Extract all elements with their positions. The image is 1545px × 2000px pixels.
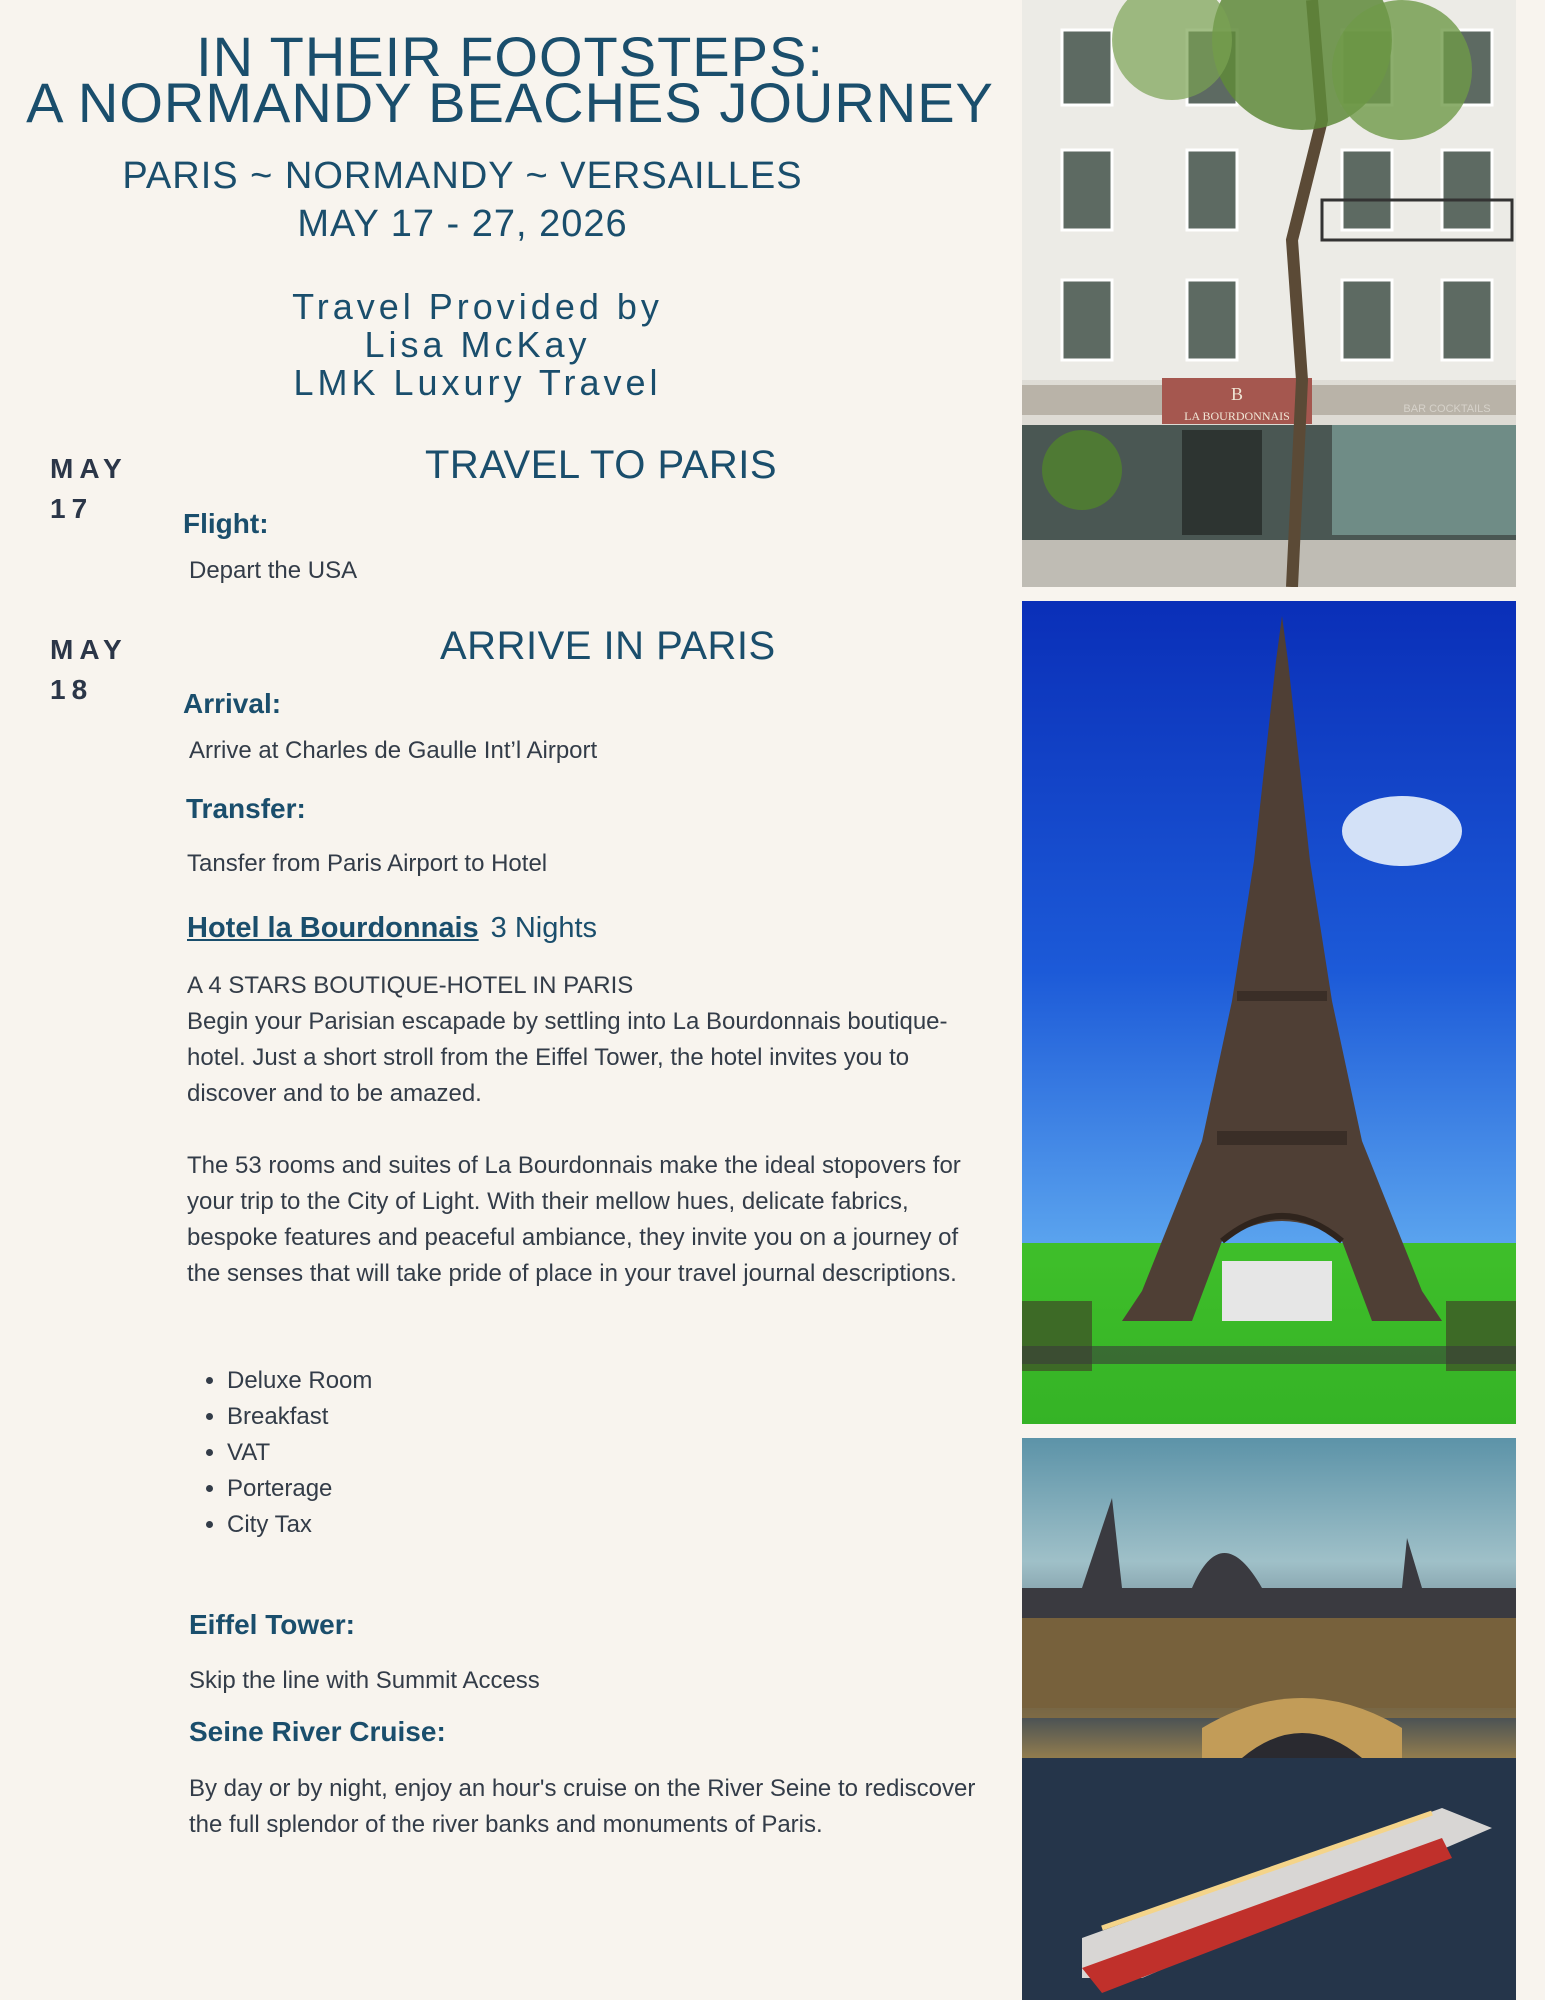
- amenity-item: • City Tax: [227, 1507, 372, 1543]
- day1-date: [50, 449, 128, 529]
- day2-date: [50, 630, 128, 710]
- title-line-1: IN THEIR FOOTSTEPS:: [196, 25, 824, 88]
- day2-day: 18: [50, 674, 94, 705]
- transfer-text: Tansfer from Paris Airport to Hotel: [187, 850, 548, 877]
- hotel-tagline: A 4 STARS BOUTIQUE-HOTEL IN PARIS: [187, 972, 634, 999]
- provider-line-2: Lisa McKay: [364, 324, 591, 365]
- amenity-item: • Deluxe Room: [227, 1363, 372, 1399]
- bar-sign-text: BAR COCKTAILS: [1403, 403, 1491, 415]
- hotel-desc-paragraph-2: The 53 rooms and suites of La Bourdonnais make the ideal stopovers for your trip to the City of Light. With their mellow hues, delicate fabrics, bespoke features and peaceful ambiance, they invite you on a journey of the senses that will take pride of place in your travel journal descriptions.: [187, 1152, 961, 1287]
- hotel-name-link[interactable]: Hotel la Bourdonnais: [187, 912, 479, 944]
- seine-cruise-photo: [1022, 1438, 1516, 2000]
- cruise-label: Seine River Cruise:: [189, 1716, 446, 1747]
- route-text: PARIS ~ NORMANDY ~ VERSAILLES: [122, 155, 803, 197]
- hotel-nights: 3 Nights: [490, 912, 598, 944]
- day1-heading: TRAVEL TO PARIS: [425, 443, 778, 487]
- provider-line-1: Travel Provided by: [292, 286, 663, 327]
- flight-text: Depart the USA: [189, 557, 358, 584]
- eiffel-tower-photo: [1022, 601, 1516, 1424]
- arrival-label: Arrival:: [183, 688, 282, 719]
- trip-dates: MAY 17 - 27, 2026: [297, 203, 628, 245]
- amenity-item: • Porterage: [227, 1471, 372, 1507]
- hotel-sign-text: LA BOURDONNAIS: [1184, 409, 1290, 423]
- day2-month: MAY: [50, 634, 128, 665]
- trip-subtitle: [0, 152, 925, 248]
- day1-day: 17: [50, 493, 94, 524]
- amenity-item: • VAT: [227, 1435, 372, 1471]
- amenity-item: • Breakfast: [227, 1399, 372, 1435]
- cruise-text: By day or by night, enjoy an hour's cruise on the River Seine to rediscover the full splendor of the river banks and monuments of Paris.: [189, 1775, 976, 1838]
- flight-label: Flight:: [183, 508, 269, 539]
- hotel-heading: [187, 912, 597, 945]
- eiffel-label: Eiffel Tower:: [189, 1609, 355, 1640]
- hotel-description: [187, 968, 997, 1292]
- trip-title: [0, 25, 1020, 134]
- hotel-facade-photo: [1022, 0, 1516, 587]
- provider-block: [0, 288, 955, 402]
- provider-line-3: LMK Luxury Travel: [293, 362, 662, 403]
- amenities-list: [187, 1363, 372, 1543]
- hotel-logo-text: B: [1230, 384, 1244, 404]
- day1-month: MAY: [50, 453, 128, 484]
- title-line-2: A NORMANDY BEACHES JOURNEY: [26, 71, 994, 134]
- transfer-label: Transfer:: [186, 793, 306, 824]
- day2-heading: ARRIVE IN PARIS: [440, 624, 776, 668]
- eiffel-text: Skip the line with Summit Access: [189, 1667, 540, 1694]
- arrival-text: Arrive at Charles de Gaulle Int’l Airport: [189, 737, 598, 764]
- hotel-desc-paragraph-1: Begin your Parisian escapade by settling into La Bourdonnais boutique-hotel. Just a short stroll from the Eiffel Tower, the hotel invites you to discover and to be amazed.: [187, 1008, 948, 1107]
